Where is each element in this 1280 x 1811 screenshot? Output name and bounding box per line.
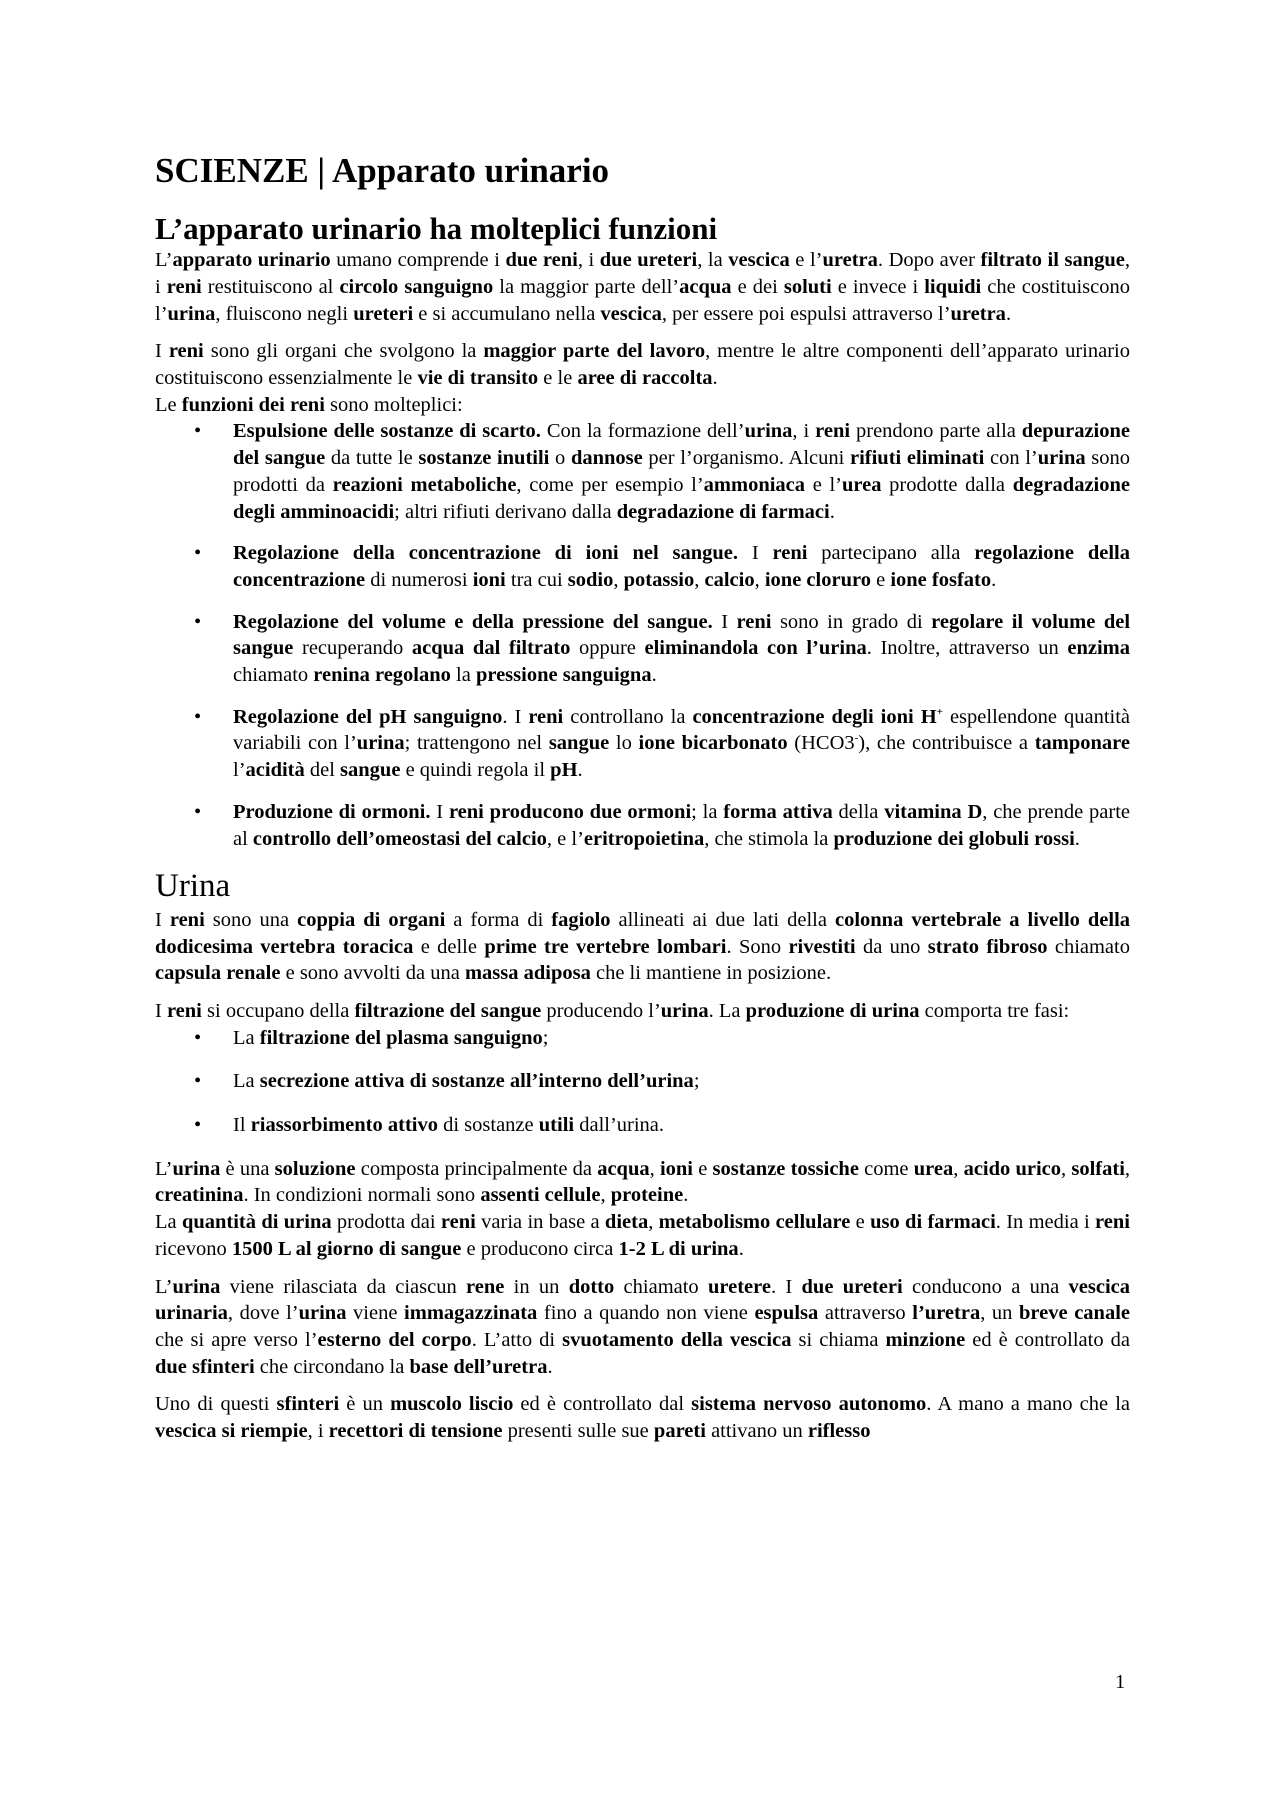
list-item: • Regolazione della concentrazione di ioni nel sangue. I reni partecipano alla regolazione della concentrazione di numerosi ioni tra cui sodio, potassio, calcio, ione cloruro e ione fosfato. — [194, 542, 1130, 591]
bullet-icon: • — [194, 800, 202, 823]
list-item: • Produzione di ormoni. I reni producono due ormoni; la forma attiva della vitamina D, che prende parte al controllo dell’omeostasi del calcio, e l’eritropoietina, che stimola la produzione dei globuli rossi. — [194, 800, 1131, 850]
section-heading-urina: Urina — [155, 868, 231, 905]
paragraph-sfinteri: Uno di questi sfinteri è un muscolo liscio ed è controllato dal sistema nervoso autonomo. A mano a mano che la vescica si riempie, i recettori di tensione presenti sulle sue pareti attivano un riflesso — [155, 1393, 1130, 1443]
paragraph-intro: L’apparato urinario umano comprende i due reni, i due ureteri, la vescica e l’uretra. Dopo aver filtrato il sangue, i reni restituiscono al circolo sanguigno la maggior parte dell’acqua e dei soluti e invece i liquidi che costituiscono l’urina, fluiscono negli ureteri e si accumulano nella vescica, per essere poi espulsi attraverso l’uretra. — [155, 249, 1131, 325]
paragraph-quantita-urina: La quantità di urina prodotta dai reni varia in base a dieta, metabolismo cellulare e uso di farmaci. In media i reni ricevono 1500 L al giorno di sangue e producono circa 1-2 L di urina. — [155, 1211, 1130, 1260]
paragraph-composizione-urina: L’urina è una soluzione composta principalmente da acqua, ioni e sostanze tossiche come urea, acido urico, solfati, creatinina. In condizioni normali sono assenti cellule, proteine. — [155, 1157, 1131, 1207]
bullet-icon: • — [194, 542, 202, 565]
bullet-icon: • — [194, 1114, 202, 1137]
document-title: SCIENZE | Apparato urinario — [155, 151, 610, 190]
list-item: • La secrezione attiva di sostanze all’interno dell’urina; — [155, 1068, 1130, 1095]
functions-list — [155, 418, 1130, 852]
paragraph-reni-lavoro: I reni sono gli organi che svolgono la maggior parte del lavoro, mentre le altre componenti dell’apparato urinario costituiscono essenzialmente le vie di transito e le aree di raccolta. — [155, 340, 1130, 389]
bullet-icon: • — [194, 420, 202, 443]
list-item: • La filtrazione del plasma sanguigno; — [155, 1025, 1130, 1052]
bullet-icon: • — [194, 1026, 202, 1049]
list-item: • Espulsione delle sostanze di scarto. Con la formazione dell’urina, i reni prendono parte alla depurazione del sangue da tutte le sostanze inutili o dannose per l’organismo. Alcuni rifiuti eliminati con l’urina sono prodotti da reazioni metaboliche, come per esempio l’ammoniaca e l’urea prodotte dalla degradazione degli amminoacidi; altri rifiuti derivano dalla degradazione di farmaci. — [194, 420, 1130, 523]
page-number: 1 — [1115, 1671, 1126, 1693]
bullet-icon: • — [194, 610, 202, 633]
list-item: • Regolazione del pH sanguigno. I reni controllano la concentrazione degli ioni H+ espellendone quantità variabili con l’urina; trattengono nel sangue lo ione bicarbonato (HCO3-), che contribuisce a tamponare l’acidità del sangue e quindi regola il pH. — [194, 705, 1131, 782]
phases-list — [155, 1025, 1130, 1139]
paragraph-ureteri-vescica: L’urina viene rilasciata da ciascun rene in un dotto chiamato uretere. I due ureteri conducono a una vescica urinaria, dove l’urina viene immagazzinata fino a quando non viene espulsa attraverso l’uretra, un breve canale che si apre verso l’esterno del corpo. L’atto di svuotamento della vescica si chiama minzione ed è controllato da due sfinteri che circondano la base dell’uretra. — [155, 1275, 1130, 1378]
paragraph-produzione-urina: I reni si occupano della filtrazione del sangue producendo l’urina. La produzione di urina comporta tre fasi: — [155, 999, 1070, 1022]
bullet-icon: • — [194, 705, 202, 728]
list-item: • Il riassorbimento attivo di sostanze utili dall’urina. — [155, 1112, 1130, 1139]
list-item: • Regolazione del volume e della pressione del sangue. I reni sono in grado di regolare il volume del sangue recuperando acqua dal filtrato oppure eliminandola con l’urina. Inoltre, attraverso un enzima chiamato renina regolano la pressione sanguigna. — [194, 610, 1131, 687]
paragraph-reni-anatomia: I reni sono una coppia di organi a forma di fagiolo allineati ai due lati della colonna vertebrale a livello della dodicesima vertebra toracica e delle prime tre vertebre lombari. Sono rivestiti da uno strato fibroso chiamato capsula renale e sono avvolti da una massa adiposa che li mantiene in posizione. — [155, 908, 1131, 985]
section-heading-funzioni: L’apparato urinario ha molteplici funzioni — [155, 211, 718, 246]
paragraph-funzioni-intro: Le funzioni dei reni sono molteplici: — [155, 393, 463, 416]
document-page — [155, 150, 1130, 1456]
bullet-icon: • — [194, 1070, 202, 1093]
